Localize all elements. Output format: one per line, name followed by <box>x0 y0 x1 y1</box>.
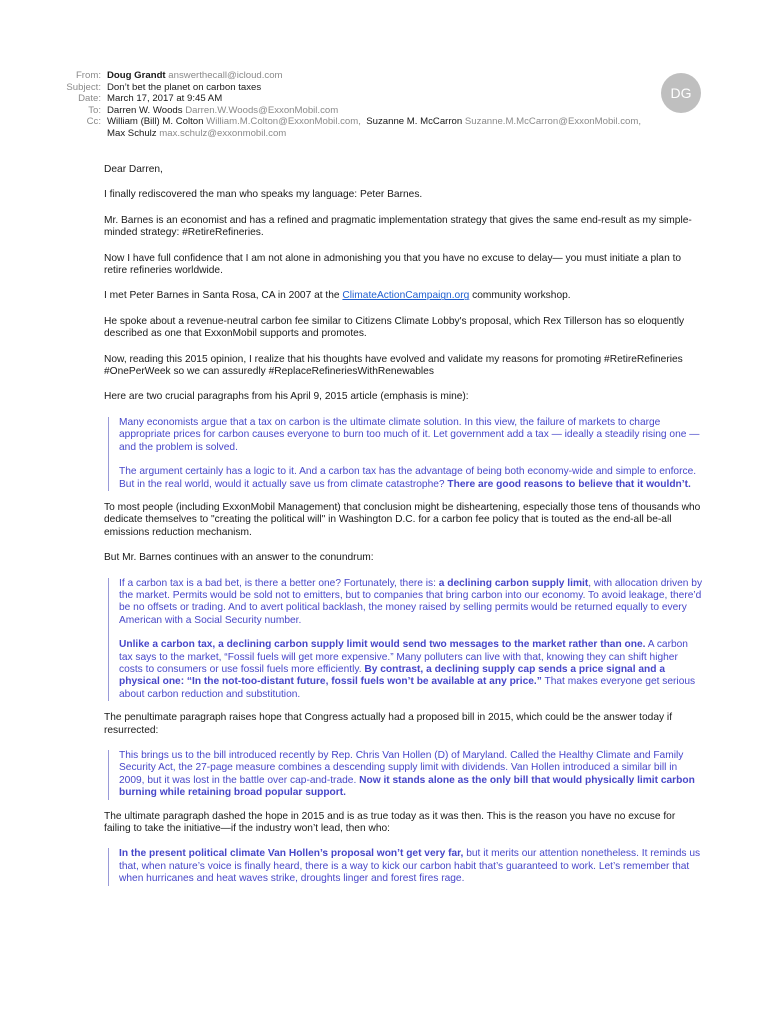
cc-name[interactable]: Suzanne M. McCarron <box>366 116 463 128</box>
greeting: Dear Darren, <box>104 164 163 175</box>
cc-row <box>0 116 768 139</box>
recipient-email[interactable]: Darren.W.Woods@ExxonMobil.com <box>185 104 339 116</box>
cc-email[interactable]: William.M.Colton@ExxonMobil.com, <box>206 116 361 128</box>
from-row <box>0 70 768 82</box>
email-header <box>0 70 768 140</box>
quote-paragraph: Many economists argue that a tax on carbon is the ultimate climate solution. In this view, the failure of markets to charge appropriate prices for carbon causes everyone to burn too much of it. Let government add a tax — ideally a steadily rising one — and the problem is solved. <box>119 416 700 453</box>
paragraph: Mr. Barnes is an economist and has a refined and pragmatic implementation strategy that gives the same end-result as my simple-minded strategy: #RetireRefineries. <box>104 214 692 239</box>
recipient-name[interactable]: Darren W. Woods <box>107 104 183 116</box>
cc-email[interactable]: max.schulz@exxonmobil.com <box>159 127 287 139</box>
paragraph: I finally rediscovered the man who speaks my language: Peter Barnes. <box>104 189 423 201</box>
email-body <box>104 164 704 897</box>
paragraph: Now I have full confidence that I am not alone in admonishing you that you have no excuse to delay— you must initiate a plan to retire refineries worldwide. <box>104 252 682 277</box>
from-label: From: <box>75 70 101 81</box>
sender-email[interactable]: answerthecall@icloud.com <box>168 70 283 81</box>
paragraph: He spoke about a revenue-neutral carbon fee similar to Citizens Climate Lobby's proposal, which Rex Tillerson has so eloquently described as one that ExxonMobil supports and promotes. <box>104 315 685 340</box>
paragraph: The penultimate paragraph raises hope that Congress actually had a proposed bill in 2015, which could be the answer today if resurrected: <box>104 712 673 736</box>
cc-label: Cc: <box>86 116 101 128</box>
date-row <box>0 93 768 105</box>
paragraph: To most people (including ExxonMobil Management) that conclusion might be disheartening, especially those tens of thousands who dedicate themselves to "creating the political will" in Washington D.C. for a carbon fee policy that is touted as the end-all be-all emissions reduction mechanism. <box>104 501 701 538</box>
blockquote <box>108 750 704 800</box>
cc-name[interactable]: William (Bill) M. Colton <box>107 116 204 128</box>
cc-email[interactable]: Suzanne.M.McCarron@ExxonMobil.com, <box>464 116 641 128</box>
date-text: March 17, 2017 at 9:45 AM <box>107 93 223 105</box>
paragraph: The ultimate paragraph dashed the hope in 2015 and is as true today as it was then. This is the reason you have no excuse for failing to take the initiative—if the industry won’t lead, then who: <box>104 810 676 835</box>
subject-row <box>0 82 768 94</box>
quote-paragraph: In the present political climate Van Hollen’s proposal won’t get very far, but it merits our attention nonetheless. It reminds us that, when nature’s voice is finally heard, there is a way to kick our carbon habit that’s guaranteed to work. Let’s remember that when hurricanes and heat waves strike, droughts linger and forest fires rage. <box>119 848 701 885</box>
paragraph: Now, reading this 2015 opinion, I realize that his thoughts have evolved and validate my reasons for promoting #RetireRefineries #OnePerWeek so we can assuredly #ReplaceRefineriesWithRenewables <box>104 353 683 378</box>
date-label: Date: <box>78 93 101 105</box>
to-row <box>0 105 768 117</box>
quote-paragraph: Unlike a carbon tax, a declining carbon supply limit would send two messages to the market rather than one. A carbon tax says to the market, “Fossil fuels will get more expensive.” Many polluters can live with that, knowing they can shift higher costs to consumers or use fossil fuels more efficiently. By contrast, a declining supply cap sends a price signal and a physical one: “In the not-too-distant future, fossil fuels won’t be available at any price.” That makes everyone get serious about carbon reduction and substitution. <box>119 639 696 700</box>
blockquote <box>108 848 704 885</box>
paragraph: But Mr. Barnes continues with an answer to the conundrum: <box>104 552 374 564</box>
paragraph: Here are two crucial paragraphs from his April 9, 2015 article (emphasis is mine): <box>104 391 469 403</box>
subject-label: Subject: <box>66 81 101 93</box>
quote-paragraph: This brings us to the bill introduced recently by Rep. Chris Van Hollen (D) of Maryland. Called the Healthy Climate and Family Security Act, the 27-page measure combines a descending supply limit with dividends. Van Hollen introduced a similar bill in 2009, but it was lost in the battle over cap-and-trade. Now it stands alone as the only bill that would physically limit carbon burning while retaining broad popular support. <box>119 750 695 799</box>
quote-paragraph: If a carbon tax is a bad bet, is there a better one? Fortunately, there is: a declining carbon supply limit, with allocation driven by the market. Permits would be sold not to emitters, but to companies that bring carbon into our economy. To avoid leakage, there’d be no offsets or trading. And to avert political backlash, the money raised by selling permits would be returned equally to every American with a Social Security number. <box>119 577 703 626</box>
subject-text: Don’t bet the planet on carbon taxes <box>107 81 262 93</box>
to-label: To: <box>88 104 101 116</box>
blockquote <box>108 578 704 702</box>
sender-name[interactable]: Doug Grandt <box>107 70 166 81</box>
quote-paragraph: The argument certainly has a logic to it. And a carbon tax has the advantage of being both economy-wide and simple to enforce. But in the real world, would it actually save us from climate catastrophe? There are good reasons to believe that it wouldn’t. <box>119 466 697 490</box>
climate-action-link[interactable]: ClimateActionCampaign.org <box>342 290 470 302</box>
paragraph: I met Peter Barnes in Santa Rosa, CA in 2007 at the ClimateActionCampaign.org community workshop. <box>104 290 571 302</box>
sender-avatar: DG <box>661 73 701 113</box>
blockquote <box>108 417 704 491</box>
cc-name[interactable]: Max Schulz <box>107 127 157 139</box>
